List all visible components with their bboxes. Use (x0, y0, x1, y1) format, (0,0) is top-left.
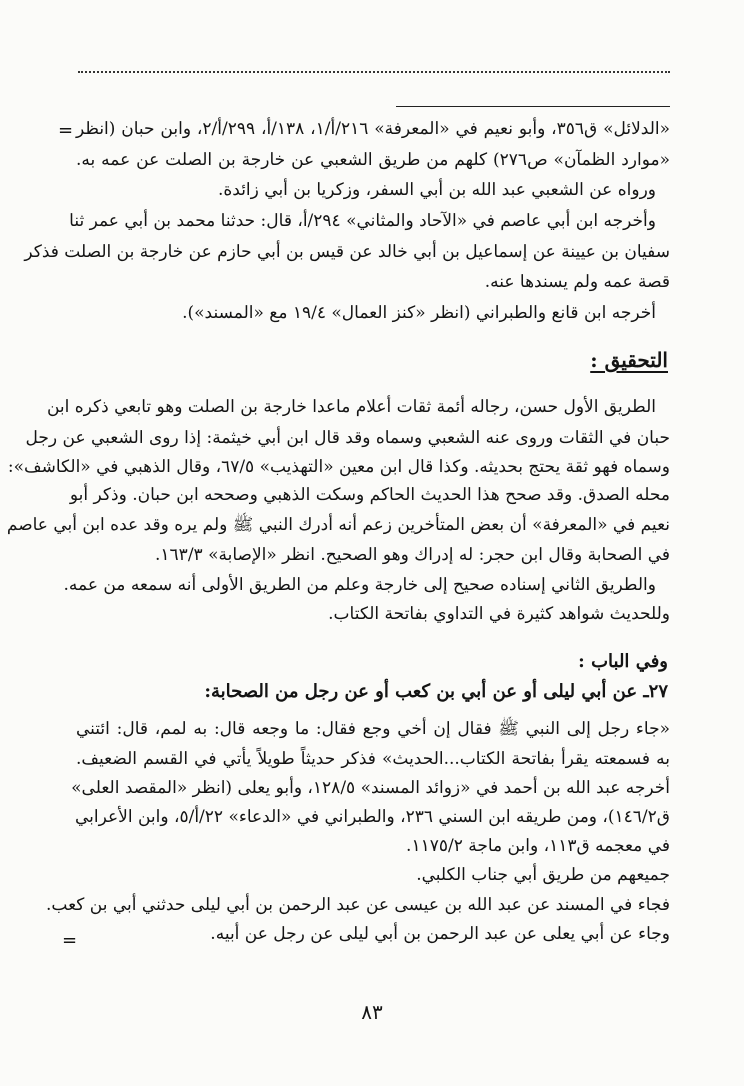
dotted-separator (78, 71, 670, 73)
body-line: به فسمعته يقرأ بفاتحة الكتاب...الحديث» فذكر حديثاً طويلاً يأتي في القسم الضعيف. (76, 749, 670, 769)
footnote-line: ورواه عن الشعبي عبد الله بن أبي السفر، وزكريا بن أبي زائدة. (217, 180, 656, 200)
footnote-separator (396, 106, 670, 107)
body-line: وسماه فهو ثقة يحتج بحديثه. وكذا قال ابن معين «التهذيب» ٦٧/٥، وقال الذهبي في «الكاشف»: (7, 457, 670, 477)
page-number: ٨٣ (361, 1000, 383, 1024)
footnote-line: أخرجه ابن قانع والطبراني (انظر «كنز العمال» ١٩/٤ مع «المسند»). (182, 303, 656, 323)
body-line: في الصحابة وقال ابن حجر: له إدراك وهو الصحيح. انظر «الإصابة» ١٦٣/٣. (155, 545, 670, 565)
footnote-line: «موارد الظمآن» ص٢٧٦) كلهم من طريق الشعبي عن خارجة بن الصلت عن عمه به. (76, 150, 670, 170)
body-line: وجاء عن أبي يعلى عن عبد الرحمن بن أبي ليلى عن رجل عن أبيه. (210, 924, 670, 944)
continuation-mark-start: = (58, 120, 74, 141)
footnote-block (24, 116, 671, 336)
continuation-mark-end: = (62, 930, 78, 951)
section-heading: التحقيق : (590, 348, 668, 372)
body-line: محله الصدق. وقد صحح هذا الحديث الحاكم وسكت الذهبي وصححه ابن حبان. وذكر أبو (69, 485, 670, 505)
footnote-line: «الدلائل» ق٣٥٦، وأبو نعيم في «المعرفة» ٢١٦/أ/١، ١٣٨/أ، ٢٩٩/أ/٢، وابن حبان (انظر (76, 119, 671, 139)
sub-heading: وفي الباب : (578, 651, 668, 672)
body-line: «جاء رجل إلى النبي ﷺ فقال إن أخي وجع فقال: ما وجعه قال: به لمم، قال: ائتني (76, 719, 670, 739)
tahqiq-body (6, 394, 670, 644)
footnote-line: سفيان بن عيينة عن إسماعيل بن أبي خالد عن قيس بن أبي حازم عن خارجة بن الصلت فذكر (24, 242, 670, 262)
entry-heading: ٢٧ـ عن أبي ليلى أو عن أبي بن كعب أو عن رجل من الصحابة: (204, 681, 668, 702)
body-line: فجاء في المسند عن عبد الله بن عيسى عن عبد الرحمن بن أبي ليلى حدثني أبي بن كعب. (46, 895, 670, 915)
body-line: جميعهم من طريق أبي جناب الكلبي. (416, 865, 670, 885)
body-line: وللحديث شواهد كثيرة في التداوي بفاتحة الكتاب. (328, 604, 670, 624)
body-line: ق١٤٦/٢)، ومن طريقه ابن السني ٢٣٦، والطبراني في «الدعاء» ٢٢/أ/٥، وابن الأعرابي (75, 807, 670, 827)
body-line: والطريق الثاني إسناده صحيح إلى خارجة وعلم من الطريق الأولى أنه سمعه من عمه. (63, 575, 656, 595)
footnote-line: وأخرجه ابن أبي عاصم في «الآحاد والمثاني» ٢٩٤/أ، قال: حدثنا محمد بن أبي عمر ثنا (69, 211, 656, 231)
body-line: أخرجه عبد الله بن أحمد في «زوائد المسند» ١٢٨/٥، وأبو يعلى (انظر «المقصد العلى» (71, 778, 670, 798)
body-line: حبان في الثقات وروى عنه الشعبي وسماه وقد قال ابن أبي خيثمة: إذا روى الشعبي عن رجل (25, 428, 670, 448)
body-line: نعيم في «المعرفة» أن بعض المتأخرين زعم أنه أدرك النبي ﷺ ولم يره وقد عده ابن أبي عاصم (6, 515, 670, 535)
entry-body (46, 716, 670, 946)
footnote-line: قصة عمه ولم يسندها عنه. (484, 272, 670, 292)
body-line: الطريق الأول حسن، رجاله أئمة ثقات أعلام ماعدا خارجة بن الصلت وهو تابعي ذكره ابن (46, 397, 656, 417)
body-line: في معجمه ق١١٣، وابن ماجة ١١٧٥/٢. (406, 836, 670, 856)
